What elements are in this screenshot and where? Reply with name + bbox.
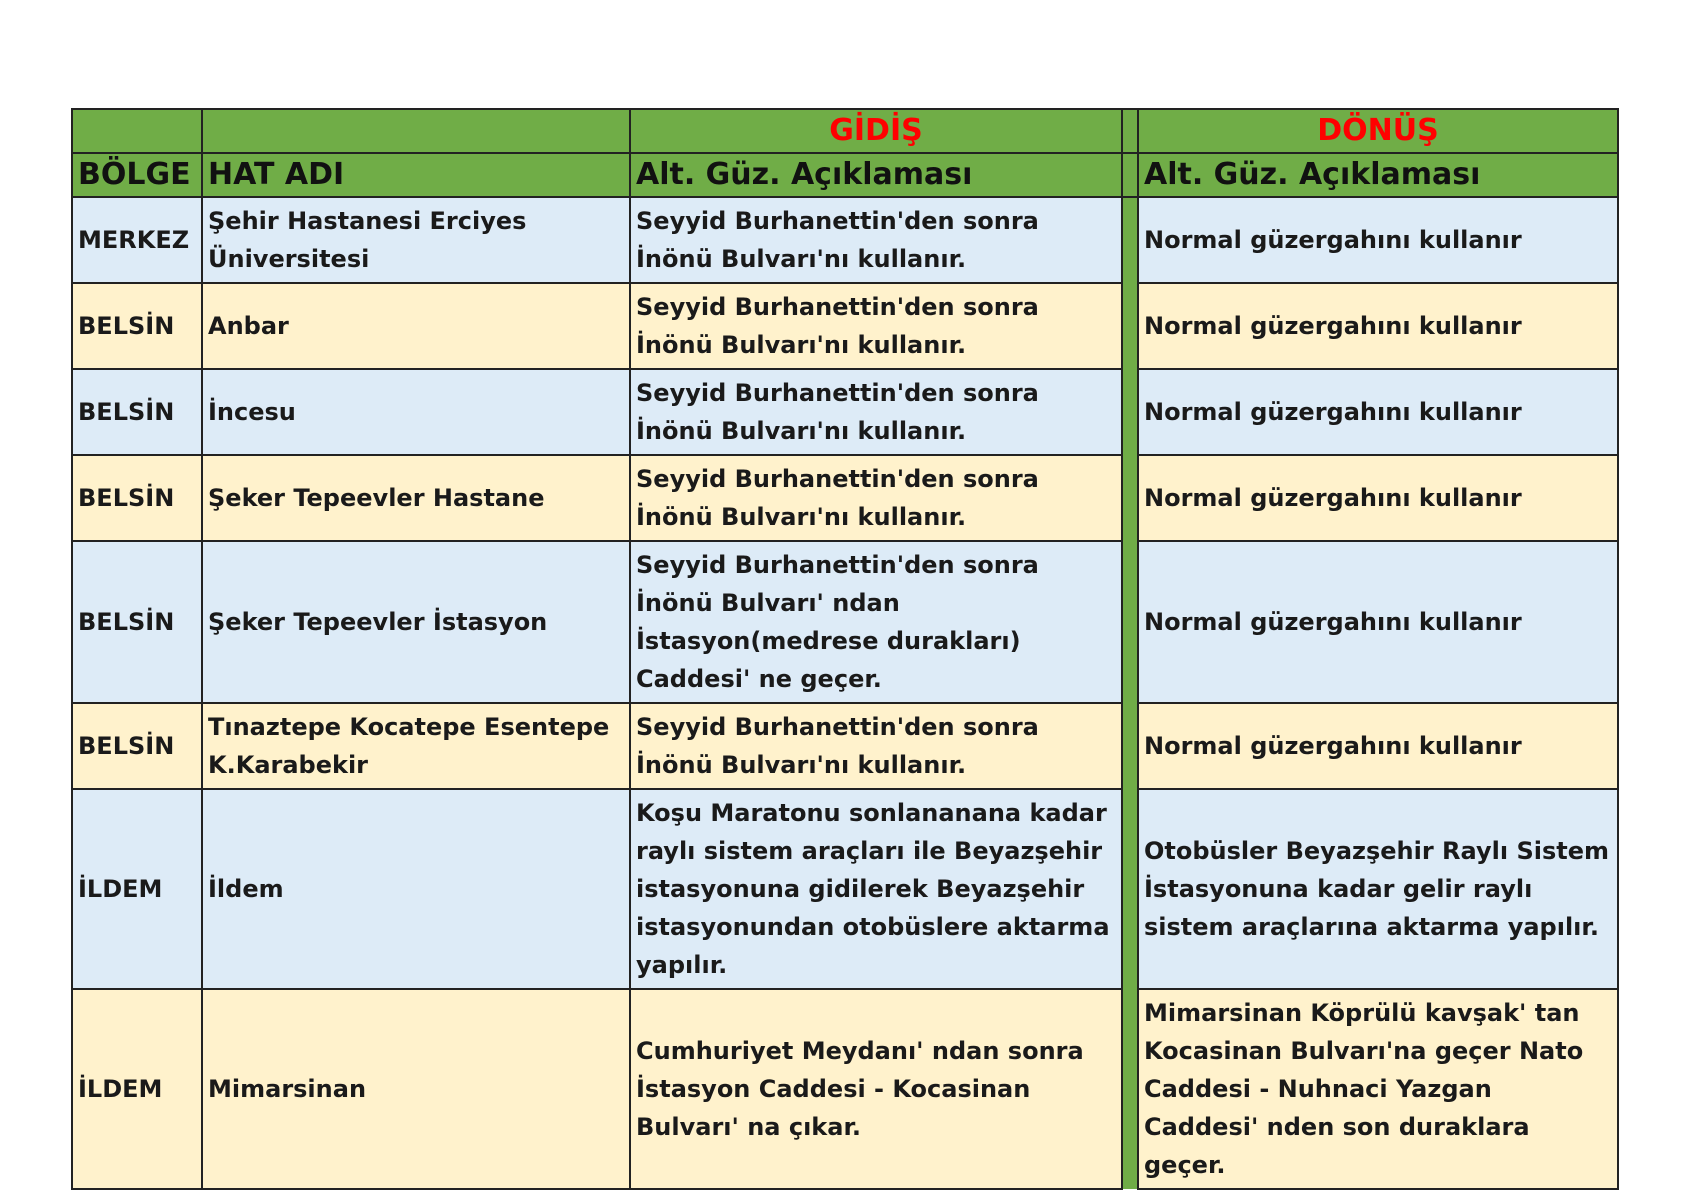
line-name-cell: Anbar — [202, 283, 630, 369]
go-description-cell: Seyyid Burhanettin'den sonra İnönü Bulvarı'nı kullanır. — [630, 369, 1122, 455]
table-row — [72, 369, 1618, 455]
line-name-cell: Şeker Tepeevler İstasyon — [202, 541, 630, 703]
table-row — [72, 789, 1618, 989]
line-name-cell: İldem — [202, 789, 630, 989]
line-column-header: HAT ADI — [202, 153, 630, 197]
go-description-cell: Seyyid Burhanettin'den sonra İnönü Bulvarı'nı kullanır. — [630, 283, 1122, 369]
return-description-cell: Normal güzergahını kullanır — [1138, 369, 1618, 455]
column-separator — [1122, 455, 1138, 541]
direction-header-row — [72, 109, 1618, 153]
route-change-table — [71, 108, 1619, 1190]
return-description-column-header: Alt. Güz. Açıklaması — [1138, 153, 1618, 197]
line-name-cell: Şehir Hastanesi Erciyes Üniversitesi — [202, 197, 630, 283]
return-description-cell: Normal güzergahını kullanır — [1138, 197, 1618, 283]
region-cell: MERKEZ — [72, 197, 202, 283]
column-separator — [1122, 789, 1138, 989]
return-description-cell: Normal güzergahını kullanır — [1138, 541, 1618, 703]
return-description-cell: Normal güzergahını kullanır — [1138, 283, 1618, 369]
column-separator — [1122, 703, 1138, 789]
column-separator — [1122, 541, 1138, 703]
region-cell: BELSİN — [72, 369, 202, 455]
region-cell: BELSİN — [72, 703, 202, 789]
empty-header-cell — [202, 109, 630, 153]
column-separator — [1122, 109, 1138, 153]
table-row — [72, 703, 1618, 789]
column-separator — [1122, 369, 1138, 455]
return-description-cell: Normal güzergahını kullanır — [1138, 455, 1618, 541]
go-description-cell: Cumhuriyet Meydanı' ndan sonra İstasyon Caddesi - Kocasinan Bulvarı' na çıkar. — [630, 989, 1122, 1189]
line-name-cell: Tınaztepe Kocatepe Esentepe K.Karabekir — [202, 703, 630, 789]
table-row — [72, 283, 1618, 369]
table-row — [72, 989, 1618, 1189]
return-description-cell: Normal güzergahını kullanır — [1138, 703, 1618, 789]
line-name-cell: Şeker Tepeevler Hastane — [202, 455, 630, 541]
table-row — [72, 197, 1618, 283]
line-name-cell: İncesu — [202, 369, 630, 455]
go-description-cell: Seyyid Burhanettin'den sonra İnönü Bulvarı'nı kullanır. — [630, 455, 1122, 541]
column-header-row — [72, 153, 1618, 197]
return-description-cell: Otobüsler Beyazşehir Raylı Sistem İstasyonuna kadar gelir raylı sistem araçlarına aktarma yapılır. — [1138, 789, 1618, 989]
go-description-cell: Seyyid Burhanettin'den sonra İnönü Bulvarı'nı kullanır. — [630, 703, 1122, 789]
column-separator — [1122, 197, 1138, 283]
go-description-cell: Seyyid Burhanettin'den sonra İnönü Bulvarı' ndan İstasyon(medrese durakları) Caddesi' ne geçer. — [630, 541, 1122, 703]
go-description-cell: Koşu Maratonu sonlananana kadar raylı sistem araçları ile Beyazşehir istasyonuna gidilerek Beyazşehir istasyonundan otobüslere aktarma yapılır. — [630, 789, 1122, 989]
column-separator — [1122, 989, 1138, 1189]
region-cell: BELSİN — [72, 541, 202, 703]
empty-header-cell — [72, 109, 202, 153]
table-row — [72, 455, 1618, 541]
gidis-title: GİDİŞ — [630, 109, 1122, 153]
return-description-cell: Mimarsinan Köprülü kavşak' tan Kocasinan Bulvarı'na geçer Nato Caddesi - Nuhnaci Yazgan Caddesi' nden son duraklara geçer. — [1138, 989, 1618, 1189]
region-cell: BELSİN — [72, 455, 202, 541]
region-cell: İLDEM — [72, 989, 202, 1189]
region-cell: İLDEM — [72, 789, 202, 989]
region-column-header: BÖLGE — [72, 153, 202, 197]
region-cell: BELSİN — [72, 283, 202, 369]
go-description-cell: Seyyid Burhanettin'den sonra İnönü Bulvarı'nı kullanır. — [630, 197, 1122, 283]
column-separator — [1122, 153, 1138, 197]
table-row — [72, 541, 1618, 703]
line-name-cell: Mimarsinan — [202, 989, 630, 1189]
column-separator — [1122, 283, 1138, 369]
donus-title: DÖNÜŞ — [1138, 109, 1618, 153]
go-description-column-header: Alt. Güz. Açıklaması — [630, 153, 1122, 197]
